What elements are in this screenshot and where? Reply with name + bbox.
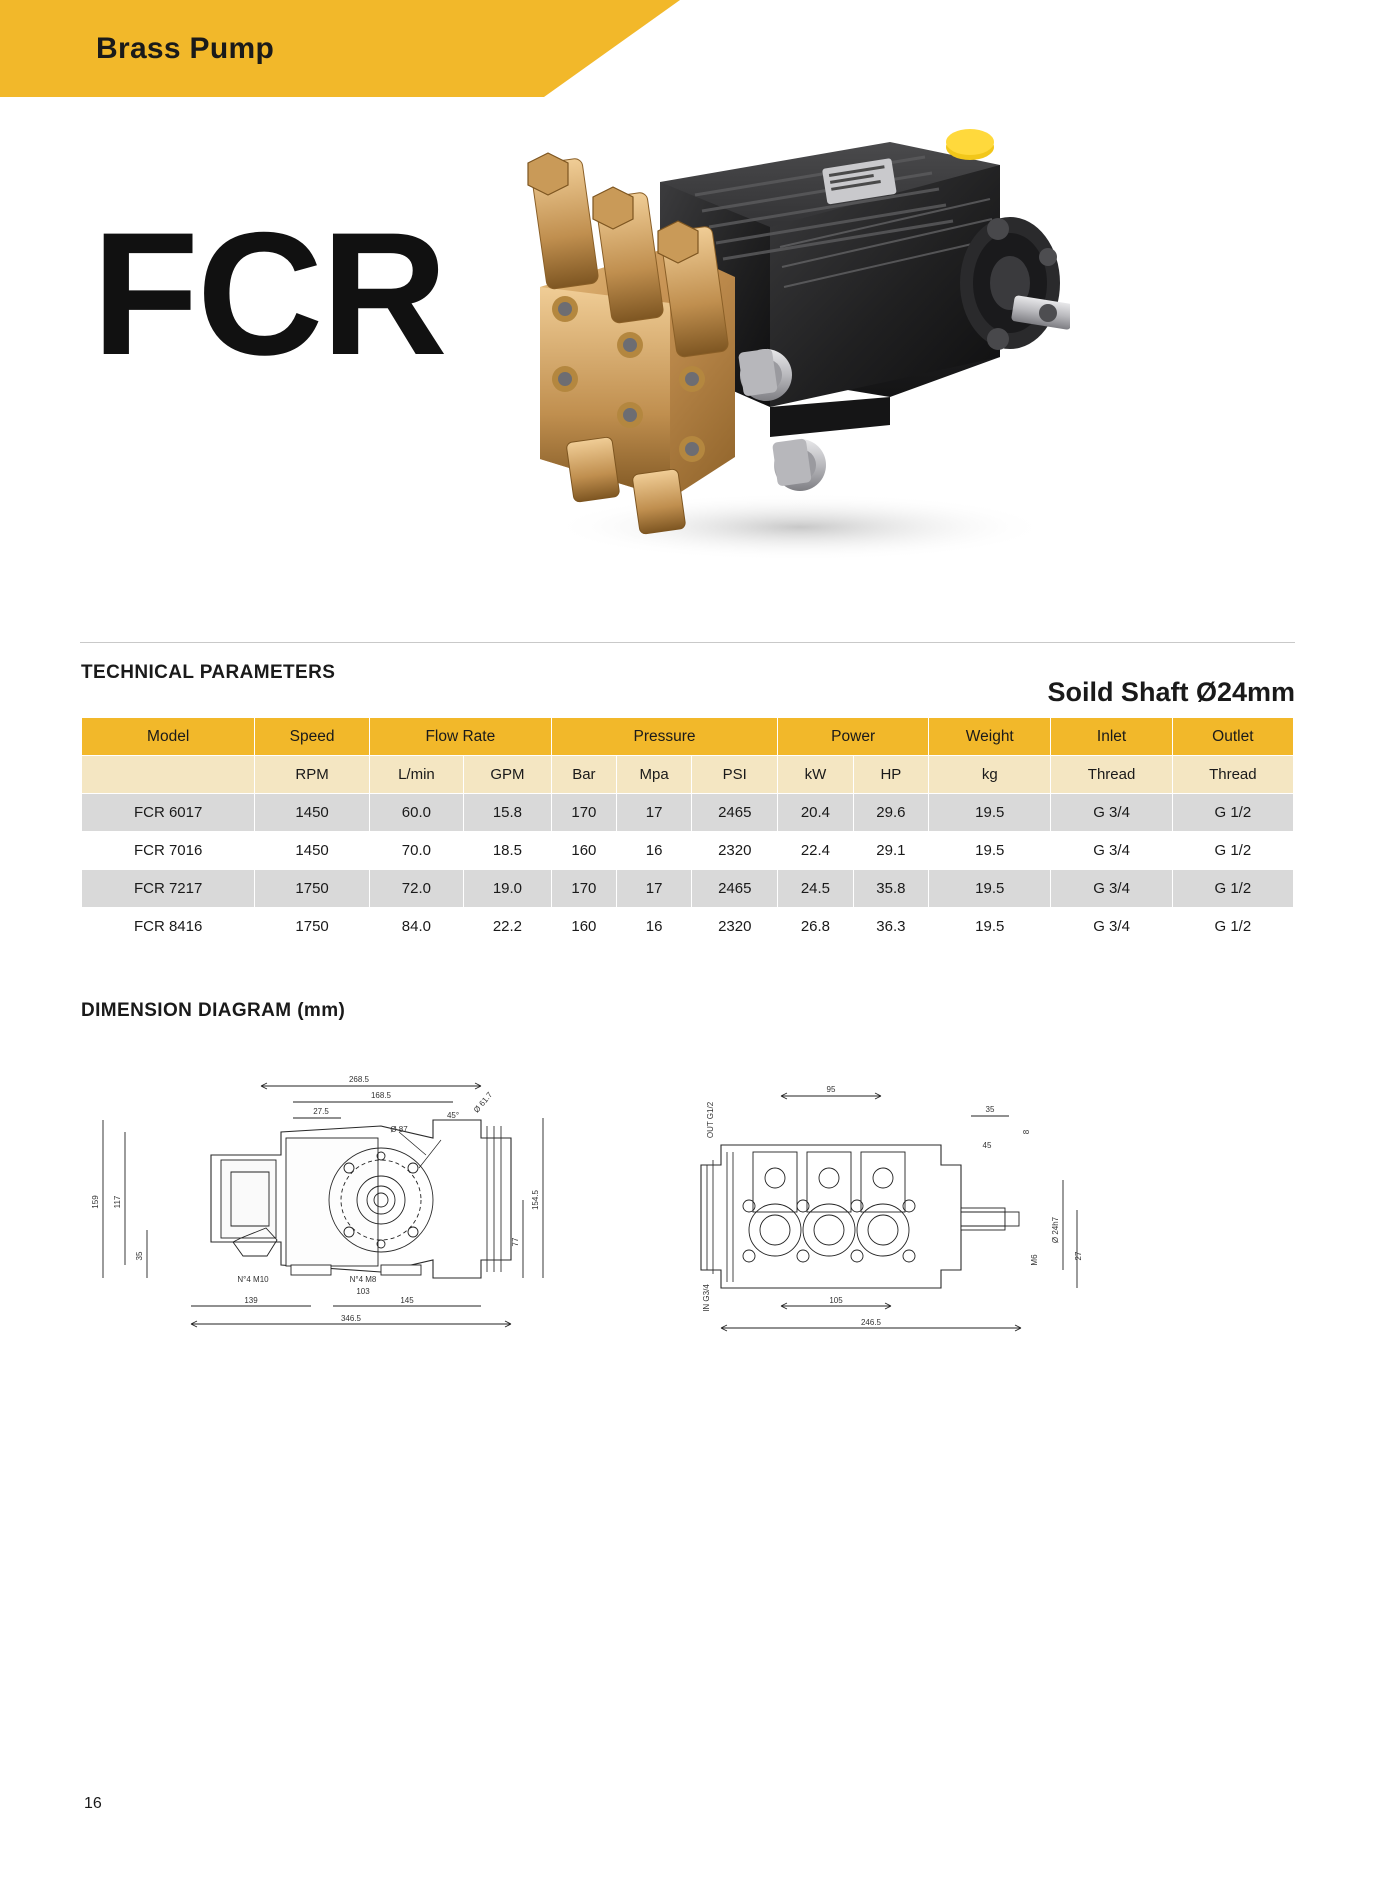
col-outlet: Outlet xyxy=(1172,718,1293,756)
svg-text:45°: 45° xyxy=(446,1111,460,1120)
svg-text:OUT G1/2: OUT G1/2 xyxy=(706,1101,715,1139)
page-title: Brass Pump xyxy=(96,32,275,65)
svg-text:N°4 M8: N°4 M8 xyxy=(349,1275,377,1284)
cell-gpm: 19.0 xyxy=(463,870,551,908)
unit-psi: PSI xyxy=(692,756,778,794)
cell-gpm: 18.5 xyxy=(463,832,551,870)
unit-kg: kg xyxy=(929,756,1051,794)
unit-bar: Bar xyxy=(551,756,616,794)
cell-hp: 35.8 xyxy=(853,870,928,908)
cell-bar: 170 xyxy=(551,870,616,908)
cell-kg: 19.5 xyxy=(929,908,1051,946)
svg-text:159: 159 xyxy=(91,1195,100,1209)
svg-text:IN G3/4: IN G3/4 xyxy=(702,1284,711,1312)
table-row xyxy=(82,908,1294,946)
side-view-drawing xyxy=(91,1075,543,1327)
cell-inlet: G 3/4 xyxy=(1051,870,1172,908)
svg-text:N°4 M10: N°4 M10 xyxy=(237,1275,269,1284)
cell-rpm: 1450 xyxy=(255,832,370,870)
svg-text:105: 105 xyxy=(829,1296,843,1305)
unit-hp: HP xyxy=(853,756,928,794)
svg-text:103: 103 xyxy=(356,1287,370,1296)
unit-inlet-thread: Thread xyxy=(1051,756,1172,794)
svg-text:27.5: 27.5 xyxy=(313,1107,329,1116)
cell-bar: 160 xyxy=(551,908,616,946)
divider-top xyxy=(80,642,1295,643)
cell-outlet: G 1/2 xyxy=(1172,908,1293,946)
table-header-groups xyxy=(82,718,1294,756)
unit-lmin: L/min xyxy=(369,756,463,794)
cell-gpm: 15.8 xyxy=(463,794,551,832)
cell-inlet: G 3/4 xyxy=(1051,794,1172,832)
col-pressure: Pressure xyxy=(551,718,777,756)
cell-rpm: 1750 xyxy=(255,908,370,946)
cell-outlet: G 1/2 xyxy=(1172,832,1293,870)
col-power: Power xyxy=(778,718,929,756)
svg-text:268.5: 268.5 xyxy=(348,1075,370,1084)
cell-lmin: 72.0 xyxy=(369,870,463,908)
cell-lmin: 60.0 xyxy=(369,794,463,832)
table-row xyxy=(82,870,1294,908)
cell-mpa: 17 xyxy=(616,870,691,908)
cell-hp: 29.1 xyxy=(853,832,928,870)
svg-text:154.5: 154.5 xyxy=(531,1189,540,1211)
svg-text:246.5: 246.5 xyxy=(860,1318,882,1327)
svg-text:Ø 61.7: Ø 61.7 xyxy=(471,1090,495,1115)
svg-text:346.5: 346.5 xyxy=(340,1314,362,1323)
page-number: 16 xyxy=(84,1795,102,1812)
col-flow-rate: Flow Rate xyxy=(369,718,551,756)
svg-text:8: 8 xyxy=(1022,1129,1031,1135)
model-family-title: FCR xyxy=(92,197,446,392)
unit-mpa: Mpa xyxy=(616,756,691,794)
cell-hp: 36.3 xyxy=(853,908,928,946)
unit-outlet-thread: Thread xyxy=(1172,756,1293,794)
cell-model: FCR 8416 xyxy=(82,908,255,946)
cell-mpa: 17 xyxy=(616,794,691,832)
front-view-drawing xyxy=(701,1085,1083,1331)
svg-text:45: 45 xyxy=(982,1141,992,1150)
svg-text:35: 35 xyxy=(135,1251,144,1261)
svg-text:27: 27 xyxy=(1074,1251,1083,1261)
cell-outlet: G 1/2 xyxy=(1172,870,1293,908)
svg-text:139: 139 xyxy=(244,1296,258,1305)
cell-psi: 2465 xyxy=(692,794,778,832)
cell-model: FCR 7016 xyxy=(82,832,255,870)
brass-pump-photo xyxy=(470,107,1070,567)
cell-rpm: 1450 xyxy=(255,794,370,832)
col-speed: Speed xyxy=(255,718,370,756)
cell-kw: 20.4 xyxy=(778,794,853,832)
cell-psi: 2320 xyxy=(692,908,778,946)
col-weight: Weight xyxy=(929,718,1051,756)
cell-kw: 24.5 xyxy=(778,870,853,908)
cell-lmin: 84.0 xyxy=(369,908,463,946)
unit-gpm: GPM xyxy=(463,756,551,794)
cell-lmin: 70.0 xyxy=(369,832,463,870)
unit-rpm: RPM xyxy=(255,756,370,794)
cell-hp: 29.6 xyxy=(853,794,928,832)
cell-psi: 2320 xyxy=(692,832,778,870)
cell-model: FCR 7217 xyxy=(82,870,255,908)
cell-gpm: 22.2 xyxy=(463,908,551,946)
cell-inlet: G 3/4 xyxy=(1051,908,1172,946)
svg-text:Ø 24h7: Ø 24h7 xyxy=(1051,1216,1060,1244)
cell-rpm: 1750 xyxy=(255,870,370,908)
cell-outlet: G 1/2 xyxy=(1172,794,1293,832)
svg-text:35: 35 xyxy=(985,1105,995,1114)
col-model: Model xyxy=(82,718,255,756)
cell-kg: 19.5 xyxy=(929,794,1051,832)
cell-model: FCR 6017 xyxy=(82,794,255,832)
col-inlet: Inlet xyxy=(1051,718,1172,756)
section-title-dimension-diagram: DIMENSION DIAGRAM (mm) xyxy=(81,1000,346,1021)
shaft-spec-label: Soild Shaft Ø24mm xyxy=(1047,677,1295,707)
cell-psi: 2465 xyxy=(692,870,778,908)
svg-text:95: 95 xyxy=(826,1085,836,1094)
svg-text:117: 117 xyxy=(113,1195,122,1209)
svg-text:168.5: 168.5 xyxy=(370,1091,392,1100)
cell-kw: 22.4 xyxy=(778,832,853,870)
cell-mpa: 16 xyxy=(616,908,691,946)
cell-bar: 160 xyxy=(551,832,616,870)
svg-text:77: 77 xyxy=(511,1237,520,1247)
cell-bar: 170 xyxy=(551,794,616,832)
svg-text:M6: M6 xyxy=(1030,1254,1039,1266)
cell-mpa: 16 xyxy=(616,832,691,870)
section-title-technical-parameters: TECHNICAL PARAMETERS xyxy=(81,662,336,683)
cell-kg: 19.5 xyxy=(929,832,1051,870)
technical-parameters-table xyxy=(81,717,1294,946)
cell-kg: 19.5 xyxy=(929,870,1051,908)
table-row xyxy=(82,794,1294,832)
table-header-units xyxy=(82,756,1294,794)
unit-model xyxy=(82,756,255,794)
dimension-diagrams xyxy=(81,1060,1294,1360)
unit-kw: kW xyxy=(778,756,853,794)
svg-text:Ø 87: Ø 87 xyxy=(390,1125,408,1134)
svg-text:145: 145 xyxy=(400,1296,414,1305)
cell-inlet: G 3/4 xyxy=(1051,832,1172,870)
cell-kw: 26.8 xyxy=(778,908,853,946)
table-row xyxy=(82,832,1294,870)
